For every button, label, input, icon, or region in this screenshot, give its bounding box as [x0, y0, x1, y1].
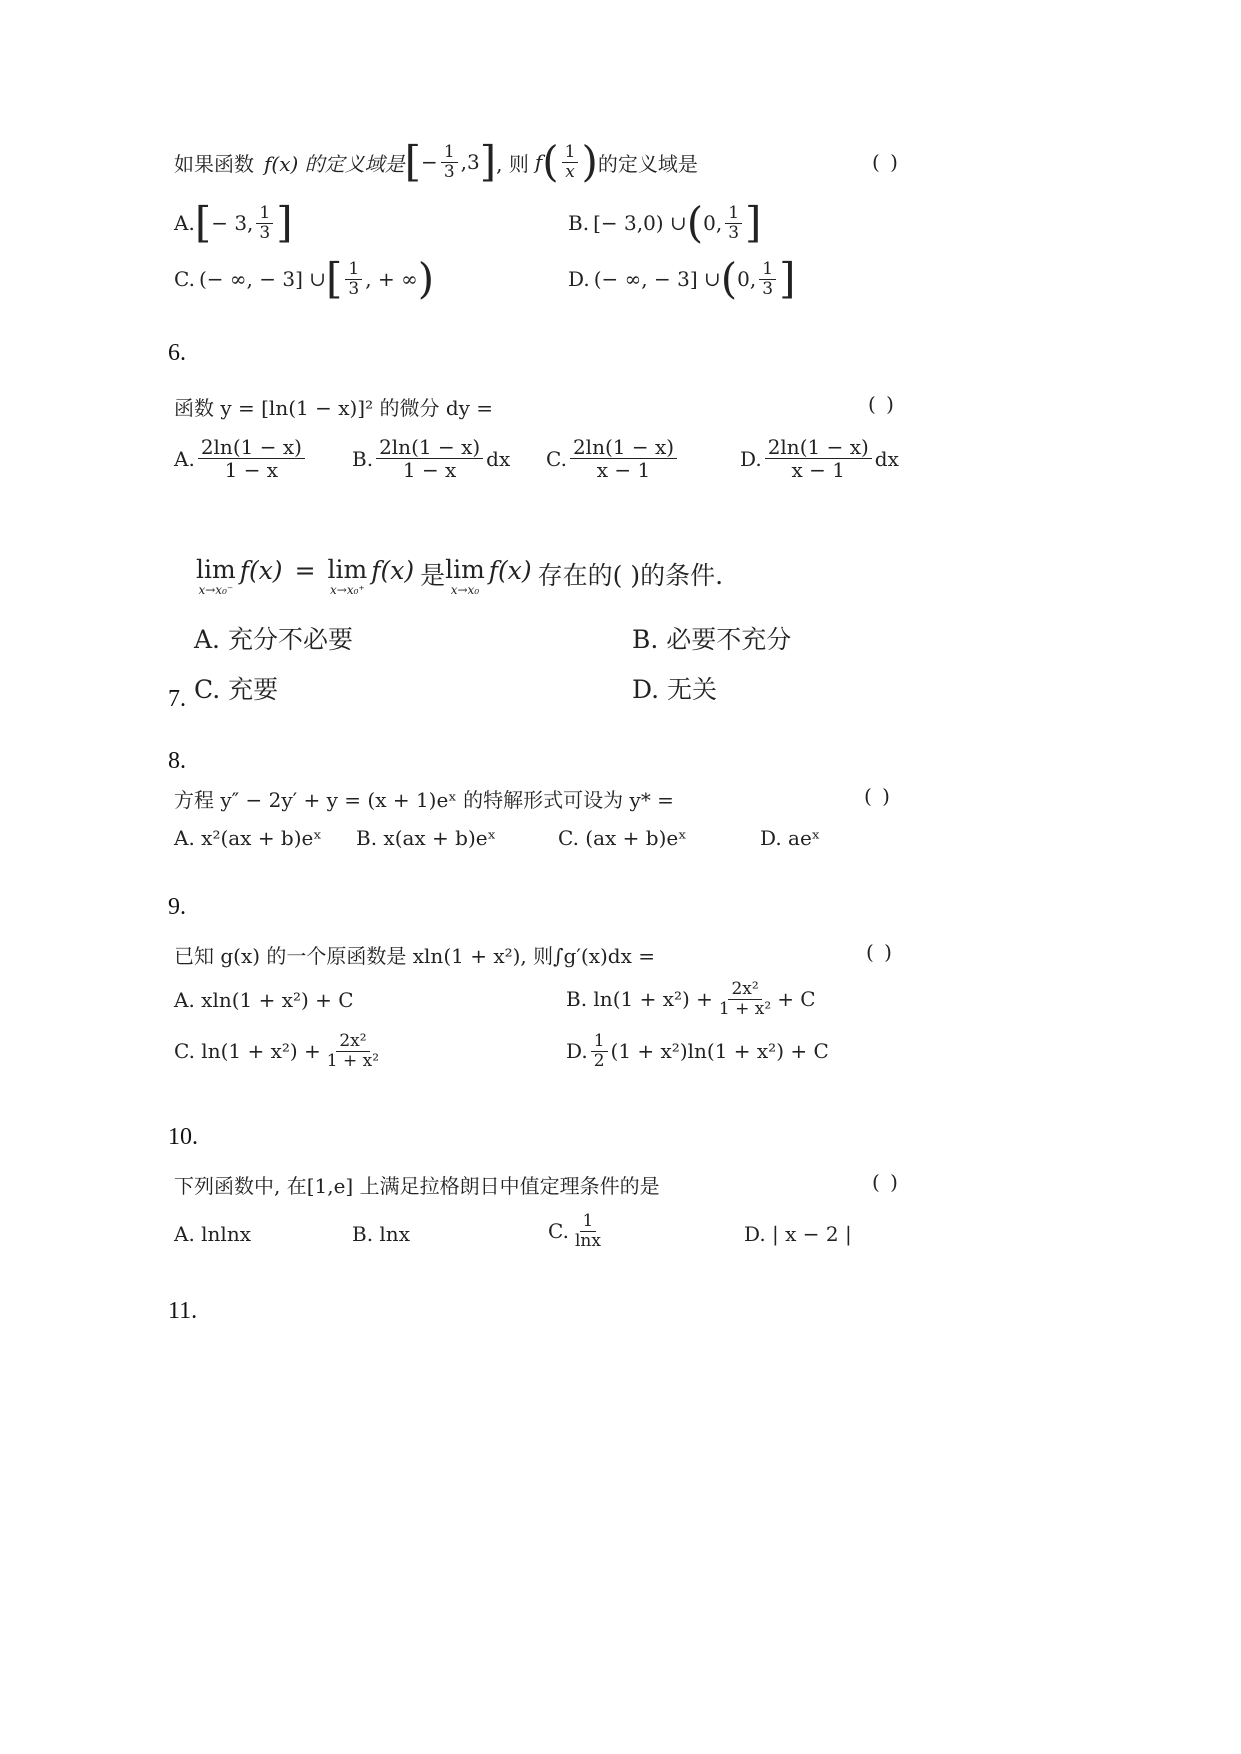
q5-answer-paren: ( )	[872, 150, 900, 174]
q5-option-d: D. (− ∞, − 3] ∪ ( 0, $\frac{1}{3}$ ]	[568, 254, 796, 303]
q7-stem: lim x→x₀⁻ f(x) = lim x→x₀⁺ f(x) 是 lim x→x₀ f(x) 存在的( )的条件.	[196, 555, 724, 597]
q5-d-frac: $\frac{1}{3}$	[759, 260, 776, 298]
q8-option-a: A. x²(ax + b)eˣ	[174, 826, 322, 850]
q6-b-frac: $\frac{2\ln(1 - x)}{1 - x}$	[376, 436, 483, 481]
q9-option-d: D. $\frac{1}{2}$ (1 + x²)ln(1 + x²) + C	[566, 1031, 829, 1071]
q7-option-b: B. 必要不充分	[632, 625, 792, 654]
q5-stem	[174, 137, 698, 186]
q10-option-d: D. | x − 2 |	[744, 1222, 852, 1246]
q5-bracket-close: ]	[479, 137, 497, 186]
q6-number: 6.	[168, 340, 186, 366]
q5-stem-fx: f(x) 的定义域是	[264, 151, 405, 176]
q10-option-c: C. $\frac{1}{\ln x}$	[548, 1212, 607, 1250]
q8-number: 8.	[168, 748, 186, 774]
q9-option-b: B. ln(1 + x²) + $\frac{\text{2x²}}{\text{1 + x²}}$ + C	[566, 979, 816, 1019]
q9-answer-paren: ( )	[866, 940, 894, 964]
q7-number: 7.	[168, 686, 186, 712]
q5-minus: −	[421, 150, 438, 174]
q5-stem-text-e: 的定义域是	[597, 151, 698, 176]
q8-answer-paren: ( )	[864, 784, 892, 808]
q6-d-frac: $\frac{2\ln(1 - x)}{x - 1}$	[765, 436, 872, 481]
q5-frac-one-third: $\frac{1}{3}$	[441, 143, 458, 181]
q5-stem-text-a: 如果函数	[174, 151, 254, 176]
q6-option-c: C. $\frac{2\ln(1 - x)}{x - 1}$	[546, 436, 680, 481]
q6-stem: 函数 y = [ln(1 − x)]² 的微分 dy =	[174, 396, 494, 420]
q8-option-b: B. x(ax + b)eˣ	[356, 826, 497, 850]
q7-lim-left: lim x→x₀⁻	[196, 555, 236, 597]
q7-lim-center: lim x→x₀	[445, 555, 485, 597]
q9-stem: 已知 g(x) 的一个原函数是 xln(1 + x²), 则∫g′(x)dx =	[174, 944, 655, 968]
q10-stem: 下列函数中, 在[1,e] 上满足拉格朗日中值定理条件的是	[174, 1174, 660, 1198]
q6-option-d: D. $\frac{2\ln(1 - x)}{x - 1}$ dx	[740, 435, 899, 482]
q6-c-frac: $\frac{2\ln(1 - x)}{x - 1}$	[570, 436, 677, 481]
q11-number: 11.	[168, 1298, 198, 1324]
q5-paren-close: )	[581, 137, 598, 186]
q5-b-frac: $\frac{1}{3}$	[725, 204, 742, 242]
q9-option-a: A. xln(1 + x²) + C	[174, 988, 354, 1012]
q5-option-b: B. [− 3,0) ∪ ( 0, $\frac{1}{3}$ ]	[568, 198, 762, 247]
q10-option-a: A. lnlnx	[174, 1222, 251, 1246]
q7-option-d: D. 无关	[632, 675, 718, 704]
q9-c-frac: $\frac{\text{2x²}}{\text{1 + x²}}$	[326, 1031, 380, 1071]
q5-paren-open: (	[542, 137, 559, 186]
q8-stem: 方程 y″ − 2y′ + y = (x + 1)eˣ 的特解形式可设为 y* =	[174, 788, 674, 812]
q5-option-a: A. [ − 3, $\frac{1}{3}$ ]	[174, 198, 293, 247]
q7-option-a: A. 充分不必要	[194, 625, 353, 654]
q6-option-b: B. $\frac{2\ln(1 - x)}{1 - x}$ dx	[352, 435, 511, 482]
q5-stem-three: ,3	[460, 150, 480, 174]
q8-option-d: D. aeˣ	[760, 826, 821, 850]
q6-answer-paren: ( )	[868, 392, 896, 416]
q8-option-c: C. (ax + b)eˣ	[558, 826, 687, 850]
q5-f: f	[534, 150, 543, 174]
q5-option-c: C. (− ∞, − 3] ∪ [ $\frac{1}{3}$ , + ∞ )	[174, 254, 435, 303]
q9-number: 9.	[168, 894, 186, 920]
q5-c-frac: $\frac{1}{3}$	[345, 260, 362, 298]
q7-lim-right: lim x→x₀⁺	[327, 555, 368, 597]
q7-option-c: C. 充要	[194, 675, 279, 704]
q6-a-frac: $\frac{2\ln(1 - x)}{1 - x}$	[198, 436, 305, 481]
q10-option-b: B. lnx	[352, 1222, 410, 1246]
q9-d-frac: $\frac{1}{2}$	[591, 1032, 608, 1070]
q5-stem-text-d: , 则	[496, 151, 529, 176]
q9-b-frac: $\frac{\text{2x²}}{\text{1 + x²}}$	[718, 979, 772, 1019]
q6-option-a: A. $\frac{2\ln(1 - x)}{1 - x}$	[174, 436, 308, 481]
q10-number: 10.	[168, 1124, 198, 1150]
q10-c-frac: $\frac{1}{\ln x}$	[574, 1211, 601, 1251]
q5-a-frac: $\frac{1}{3}$	[256, 204, 273, 242]
q10-answer-paren: ( )	[872, 1170, 900, 1194]
q9-option-c: C. ln(1 + x²) + $\frac{\text{2x²}}{\text{1 + x²}}$	[174, 1032, 385, 1070]
q5-bracket-open: [	[404, 137, 422, 186]
q5-frac-one-over-x: $\frac{1}{x}$	[562, 143, 579, 181]
